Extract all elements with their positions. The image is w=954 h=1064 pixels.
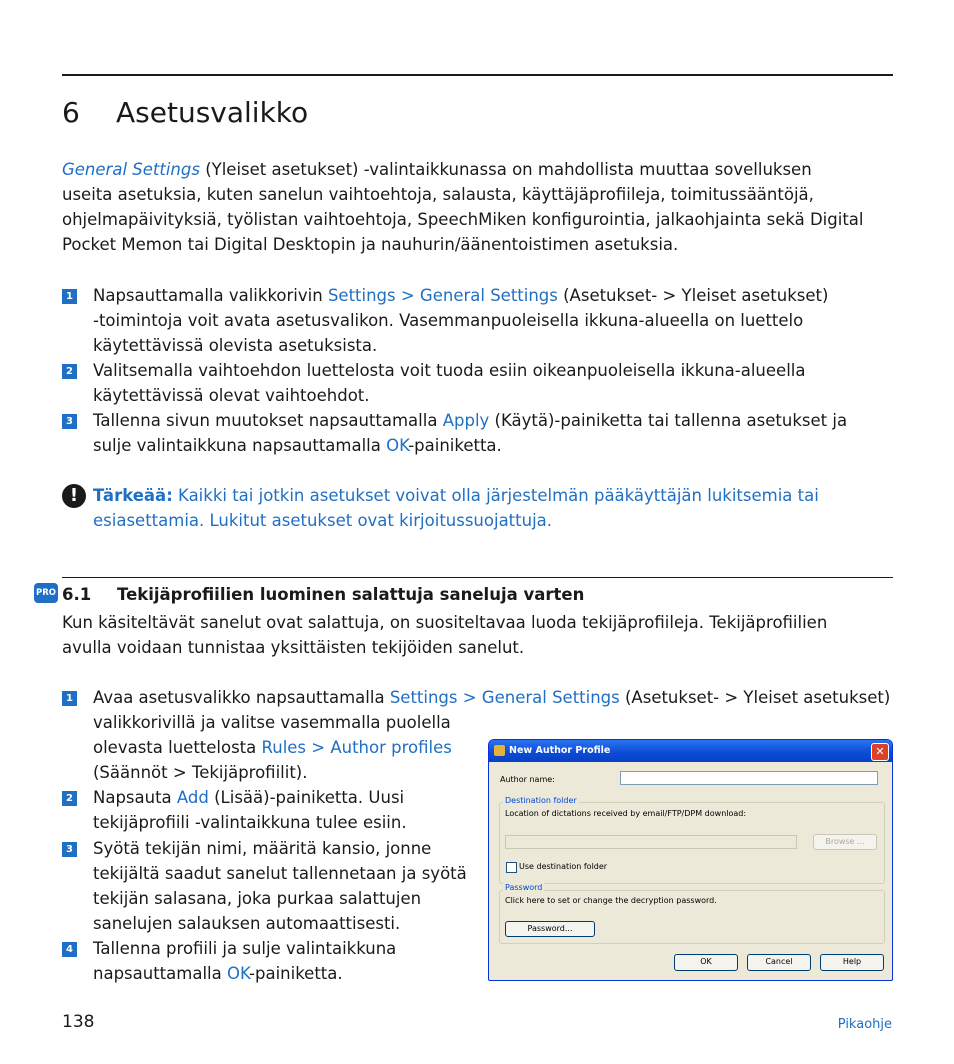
help-button[interactable]: Help xyxy=(820,954,884,971)
s2-step1-line-3: olevasta luettelosta Rules > Author profiles xyxy=(93,738,452,757)
new-author-profile-dialog xyxy=(488,739,893,981)
section-rule xyxy=(62,577,893,578)
cancel-button[interactable]: Cancel xyxy=(747,954,811,971)
step-number: 4 xyxy=(62,942,77,957)
s2-step2-line-2: tekijäprofiili -valintaikkuna tulee esiin. xyxy=(93,813,407,832)
s2-step1-line-2: valikkorivillä ja valitse vasemmalla puolella xyxy=(93,713,451,732)
password-description: Click here to set or change the decryption password. xyxy=(505,896,717,905)
step-number: 3 xyxy=(62,842,77,857)
close-icon[interactable]: ✕ xyxy=(871,743,889,761)
browse-button[interactable]: Browse ... xyxy=(813,834,877,850)
settings-menu-link[interactable]: Settings > General Settings xyxy=(389,688,620,707)
pro-badge: PRO xyxy=(34,583,58,603)
use-destination-folder-label: Use destination folder xyxy=(519,862,608,871)
intro-line-3: ohjelmapäivityksiä, työlistan vaihtoehtoja, SpeechMiken konfigurointia, jalkaohjainta sekä Digital xyxy=(62,210,864,229)
section-number: 6.1 xyxy=(62,585,92,604)
footer-label: Pikaohje xyxy=(837,1017,892,1032)
section-title: Tekijäprofiilien luominen salattuja saneluja varten xyxy=(117,585,585,604)
ok-link[interactable]: OK xyxy=(226,964,250,983)
s2-step4-line-1: Tallenna profiili ja sulje valintaikkuna xyxy=(93,939,397,958)
chapter-number: 6 xyxy=(62,96,80,129)
destination-folder-description: Location of dictations received by email/FTP/DPM download: xyxy=(505,809,747,818)
step-number: 2 xyxy=(62,791,77,806)
intro-line-1: General Settings (Yleiset asetukset) -valintaikkunassa on mahdollista muuttaa sovelluksen xyxy=(62,160,812,179)
ok-button[interactable]: OK xyxy=(674,954,738,971)
dialog-titlebar[interactable] xyxy=(489,740,892,762)
s2-step1-line-4: (Säännöt > Tekijäprofiilit). xyxy=(93,763,308,782)
chapter-title: Asetusvalikko xyxy=(116,96,309,129)
step3-line-2: sulje valintaikkuna napsauttamalla OK-painiketta. xyxy=(93,436,502,455)
important-line-2: esiasettamia. Lukitut asetukset ovat kirjoitussuojattuja. xyxy=(93,511,553,530)
s2-step3-line-3: tekijän salasana, joka purkaa salattujen xyxy=(93,889,422,908)
apply-link[interactable]: Apply xyxy=(442,411,490,430)
step-number: 1 xyxy=(62,289,77,304)
destination-folder-title: Destination folder xyxy=(505,796,577,805)
s2-step3-line-4: sanelujen salauksen automaattisesti. xyxy=(93,914,401,933)
section-line-1: Kun käsiteltävät sanelut ovat salattuja, on suositeltavaa luoda tekijäprofiileja. Tekijäprofiilien xyxy=(62,613,828,632)
step3-line-1: Tallenna sivun muutokset napsauttamalla Apply (Käytä)-painiketta tai tallenna asetukset ja xyxy=(93,411,848,430)
s2-step1-line-1: Avaa asetusvalikko napsauttamalla Settings > General Settings (Asetukset- > Yleiset asetukset) xyxy=(93,688,891,707)
s2-step4-line-2: napsauttamalla OK-painiketta. xyxy=(93,964,343,983)
step1-line-1: Napsauttamalla valikkorivin Settings > General Settings (Asetukset- > Yleiset asetukset) xyxy=(93,286,829,305)
author-profiles-link[interactable]: Rules > Author profiles xyxy=(261,738,452,757)
intro-line-2: useita asetuksia, kuten sanelun vaihtoehtoja, salausta, käyttäjäprofiileja, toimitussääntöjä, xyxy=(62,185,814,204)
step2-line-2: käytettävissä olevat vaihtoehdot. xyxy=(93,386,370,405)
s2-step3-line-1: Syötä tekijän nimi, määritä kansio, jonne xyxy=(93,839,432,858)
warning-icon: ! xyxy=(62,484,86,508)
step1-line-2: -toimintoja voit avata asetusvalikon. Vasemmanpuoleisella ikkuna-alueella on luettelo xyxy=(93,311,804,330)
destination-folder-input xyxy=(505,835,797,849)
step-number: 1 xyxy=(62,691,77,706)
top-rule xyxy=(62,74,893,76)
ok-link[interactable]: OK xyxy=(386,436,409,455)
author-name-label: Author name: xyxy=(500,775,555,784)
section-line-2: avulla voidaan tunnistaa yksittäisten tekijöiden sanelut. xyxy=(62,638,525,657)
author-name-input[interactable] xyxy=(620,771,878,785)
app-icon xyxy=(494,745,505,756)
step-number: 2 xyxy=(62,364,77,379)
use-destination-folder-checkbox[interactable] xyxy=(506,862,517,873)
step2-line-1: Valitsemalla vaihtoehdon luettelosta voit tuoda esiin oikeanpuoleisella ikkuna-alueella xyxy=(93,361,806,380)
settings-menu-link[interactable]: Settings > General Settings xyxy=(327,286,558,305)
step1-line-3: käytettävissä olevista asetuksista. xyxy=(93,336,378,355)
password-group-title: Password xyxy=(505,883,543,892)
s2-step3-line-2: tekijältä saadut sanelut tallennetaan ja syötä xyxy=(93,864,467,883)
intro-line-4: Pocket Memon tai Digital Desktopin ja nauhurin/äänentoistimen asetuksia. xyxy=(62,235,679,254)
important-line-1: Tärkeää: Kaikki tai jotkin asetukset voivat olla järjestelmän pääkäyttäjän lukitsemia tai xyxy=(93,486,819,505)
password-button[interactable]: Password... xyxy=(505,921,595,937)
dialog-title: New Author Profile xyxy=(509,745,611,756)
general-settings-link[interactable]: General Settings xyxy=(62,160,200,179)
s2-step2-line-1: Napsauta Add (Lisää)-painiketta. Uusi xyxy=(93,788,405,807)
step-number: 3 xyxy=(62,414,77,429)
add-link[interactable]: Add xyxy=(176,788,209,807)
page-number: 138 xyxy=(62,1012,95,1032)
